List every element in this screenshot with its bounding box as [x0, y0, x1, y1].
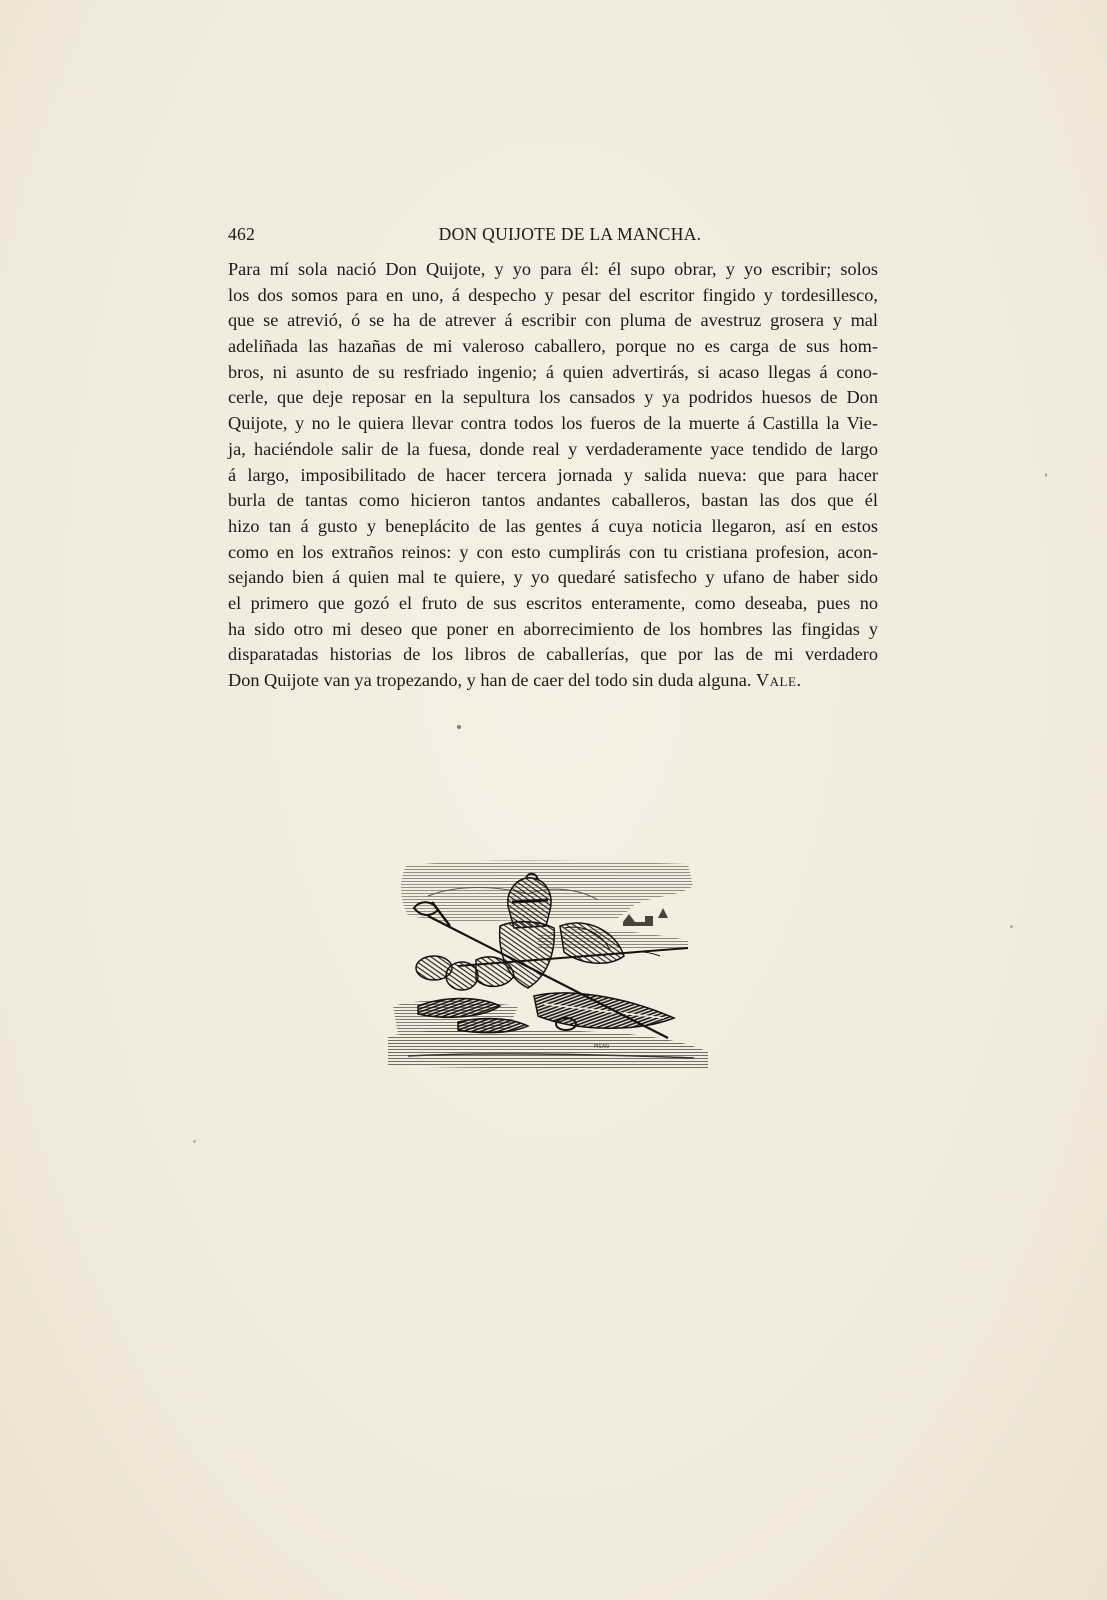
last-line-text: Don Quijote van ya tropezando, y han de caer del todo sin duda alguna.: [228, 670, 752, 690]
text-line: ja, haciéndole salir de la fuesa, donde real y verdaderamente yace tendido de largo: [228, 438, 878, 459]
paper-speck: [193, 1140, 196, 1143]
text-line: burla de tantas como hicieron tantos andantes caballeros, bastan las dos que él: [228, 490, 878, 511]
text-line: á largo, imposibilitado de hacer tercera jornada y salida nueva: que para hacer: [228, 464, 878, 485]
text-line: que se atrevió, ó se ha de atrever á escribir con pluma de avestruz grosera y mal: [228, 310, 878, 331]
page-number: 462: [228, 224, 256, 244]
text-line: como en los extraños reinos: y con esto cumplirás con tu cristiana profesion, acon-: [228, 541, 878, 562]
running-title: DON QUIJOTE DE LA MANCHA.: [438, 224, 702, 244]
paper-speck: [1010, 925, 1013, 928]
text-line: hizo tan á gusto y beneplácito de las gentes á cuya noticia llegaron, así en estos: [228, 515, 878, 536]
text-line: Quijote, y no le quiera llevar contra todos los fueros de la muerte á Castilla la Vie-: [228, 413, 878, 434]
engraver-signature: PISAN: [594, 1044, 609, 1050]
text-line: los dos somos para en uno, á despecho y pesar del escritor fingido y tordesillesco,: [228, 284, 878, 305]
text-line: adeliñada las hazañas de mi valeroso caballero, porque no es carga de sus hom-: [228, 336, 878, 357]
armour-vignette-engraving: [388, 856, 712, 1082]
text-line: el primero que gozó el fruto de sus escritos enteramente, como deseaba, pues no: [228, 592, 878, 613]
text-line: ha sido otro mi deseo que poner en aborrecimiento de los hombres las fingidas y: [228, 618, 878, 639]
text-line: bros, ni asunto de su resfriado ingenio; á quien advertirás, si acaso llegas á cono-: [228, 361, 878, 382]
text-line: cerle, que deje reposar en la sepultura los cansados y ya podridos huesos de Don: [228, 387, 878, 408]
closing-word: Vale.: [755, 670, 802, 690]
running-header: [228, 224, 878, 248]
text-line: sejando bien á quien mal te quiere, y yo quedaré satisfecho y ufano de haber sido: [228, 567, 878, 588]
text-line: disparatadas historias de los libros de caballerías, que por las de mi verdadero: [228, 644, 878, 665]
paper-speck: [1045, 473, 1047, 477]
text-line-last: [228, 668, 878, 694]
body-text: [228, 257, 878, 694]
text-line: Para mí sola nació Don Quijote, y yo para él: él supo obrar, y yo escribir; solos: [228, 259, 878, 279]
paper-speck: [457, 725, 461, 729]
